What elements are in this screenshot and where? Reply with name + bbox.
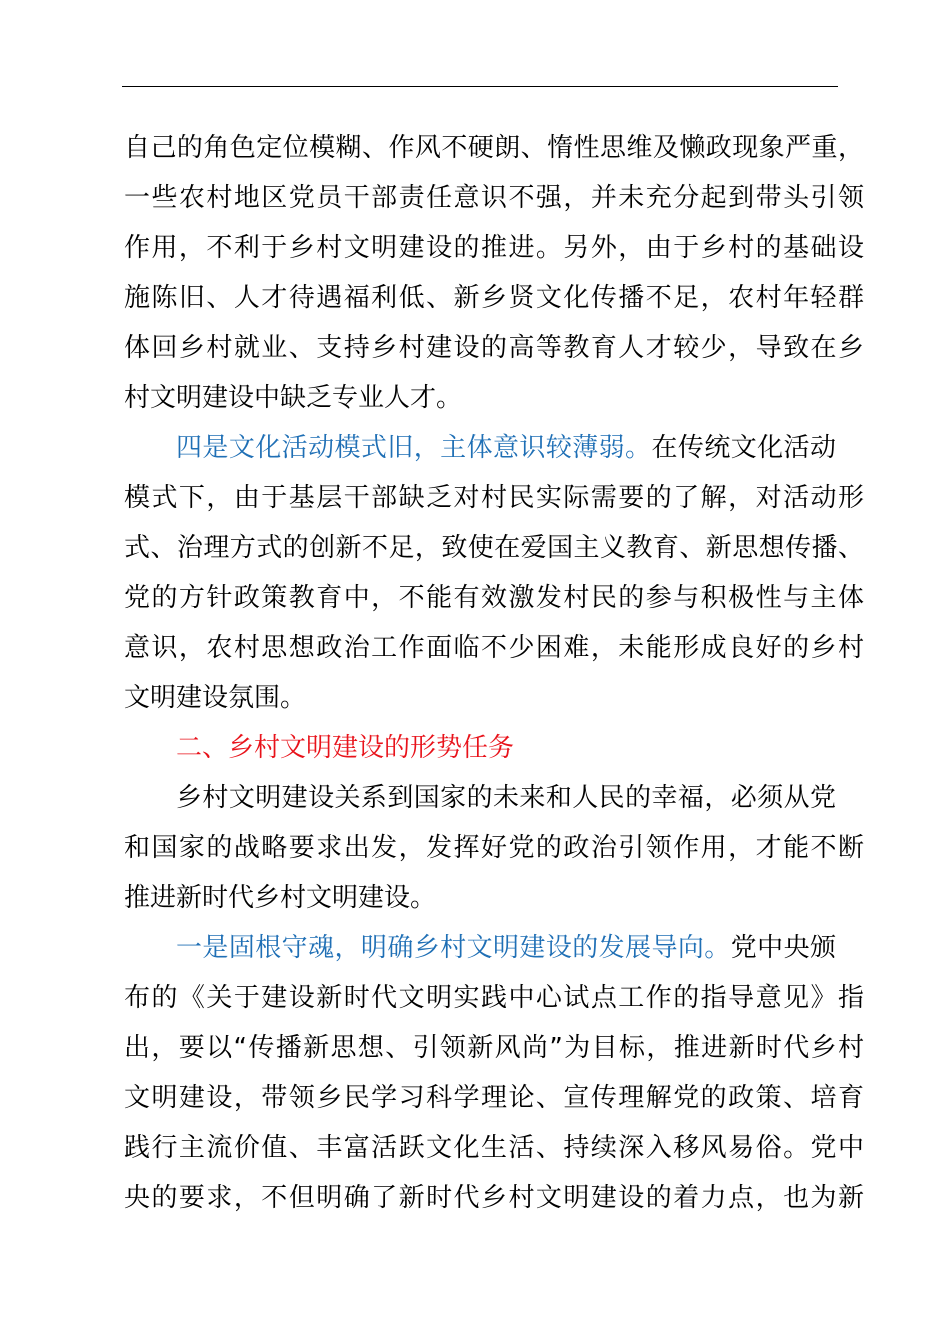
paragraph-2-line-5: 意识，农村思想政治工作面临不少困难，未能形成良好的乡村 [124, 633, 864, 663]
paragraph-1-line-6: 村文明建设中缺乏专业人才。 [124, 383, 463, 413]
paragraph-1-line-4: 施陈旧、人才待遇福利低、新乡贤文化传播不足，农村年轻群 [124, 283, 864, 313]
section-heading: 二、乡村文明建设的形势任务 [176, 733, 515, 763]
paragraph-4-line-2: 布的《关于建设新时代文明实践中心试点工作的指导意见》指 [124, 983, 864, 1013]
paragraph-4-line-5: 践行主流价值、丰富活跃文化生活、持续深入移风易俗。党中 [124, 1133, 864, 1163]
paragraph-2-line-2: 模式下，由于基层干部缺乏对村民实际需要的了解，对活动形 [124, 483, 864, 513]
paragraph-1-line-5: 体回乡村就业、支持乡村建设的高等教育人才较少，导致在乡 [124, 333, 864, 363]
paragraph-3-first-line: 乡村文明建设关系到国家的未来和人民的幸福，必须从党 [176, 783, 836, 813]
paragraph-2-first-line [176, 428, 836, 468]
paragraph-1-line-1: 自己的角色定位模糊、作风不硬朗、惰性思维及懒政现象严重， [124, 133, 864, 163]
paragraph-2-line-3: 式、治理方式的创新不足，致使在爱国主义教育、新思想传播、 [124, 533, 864, 563]
paragraph-4-line-3: 出，要以“传播新思想、引领新风尚”为目标，推进新时代乡村 [124, 1033, 864, 1063]
header-rule [122, 86, 838, 87]
paragraph-1-line-2: 一些农村地区党员干部责任意识不强，并未充分起到带头引领 [124, 183, 864, 213]
paragraph-2-first-line-text: 在传统文化活动 [651, 433, 836, 463]
paragraph-4-line-6: 央的要求，不但明确了新时代乡村文明建设的着力点，也为新 [124, 1183, 864, 1213]
paragraph-3-line-2: 和国家的战略要求出发，发挥好党的政治引领作用，才能不断 [124, 833, 864, 863]
paragraph-2-line-4: 党的方针政策教育中，不能有效激发村民的参与积极性与主体 [124, 583, 864, 613]
paragraph-2-line-6: 文明建设氛围。 [124, 683, 307, 713]
paragraph-3-line-3: 推进新时代乡村文明建设。 [124, 883, 437, 913]
paragraph-1-line-3: 作用，不利于乡村文明建设的推进。另外，由于乡村的基础设 [124, 233, 864, 263]
paragraph-4-line-4: 文明建设，带领乡民学习科学理论、宣传理解党的政策、培育 [124, 1083, 864, 1113]
paragraph-4-heading: 一是固根守魂，明确乡村文明建设的发展导向。 [176, 933, 731, 963]
paragraph-2-heading: 四是文化活动模式旧，主体意识较薄弱。 [176, 433, 652, 463]
paragraph-4-first-line-text: 党中央颁 [730, 933, 836, 963]
paragraph-4-first-line [176, 928, 836, 968]
